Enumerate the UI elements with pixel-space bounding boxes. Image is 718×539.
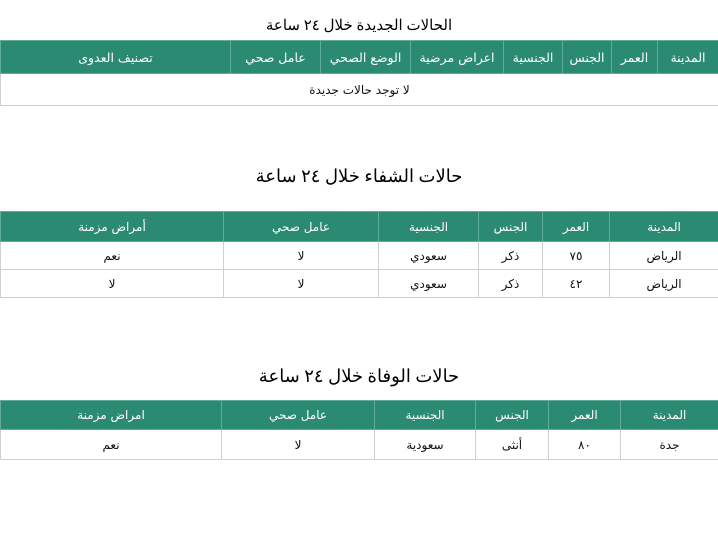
header-chronic-diseases: أمراض مزمنة xyxy=(1,212,224,242)
header-nationality: الجنسية xyxy=(504,41,563,74)
table-header-row xyxy=(1,401,718,430)
recovered-cases-table xyxy=(0,211,718,298)
cell-city: الرياض xyxy=(610,270,718,298)
header-gender: الجنس xyxy=(479,212,543,242)
header-infection-class: تصنيف العدوى xyxy=(1,41,231,74)
header-chronic-diseases: امراض مزمنة xyxy=(1,401,222,430)
header-age: العمر xyxy=(612,41,658,74)
cell-gender: ذكر xyxy=(479,270,543,298)
death-cases-title: حالات الوفاة خلال ٢٤ ساعة xyxy=(258,366,460,386)
cell-age: ٤٢ xyxy=(543,270,610,298)
header-city: المدينة xyxy=(621,401,718,430)
header-gender: الجنس xyxy=(476,401,549,430)
header-nationality: الجنسية xyxy=(379,212,479,242)
cell-city: جدة xyxy=(621,430,718,460)
cell-gender: ذكر xyxy=(479,242,543,270)
cell-age: ٨٠ xyxy=(549,430,621,460)
table-header-row xyxy=(1,41,718,74)
cell-city: الرياض xyxy=(610,242,718,270)
cell-health-worker: لا xyxy=(224,270,379,298)
empty-message: لا توجد حالات جديدة xyxy=(1,74,718,106)
header-age: العمر xyxy=(549,401,621,430)
death-cases-table xyxy=(0,400,718,460)
cell-health-worker: لا xyxy=(222,430,375,460)
new-cases-table xyxy=(0,40,718,106)
table-header-row xyxy=(1,212,718,242)
header-health-status: الوضع الصحي xyxy=(321,41,411,74)
table-row xyxy=(1,270,718,298)
cell-chronic-diseases: نعم xyxy=(1,242,224,270)
table-row xyxy=(1,74,718,106)
header-age: العمر xyxy=(543,212,610,242)
header-symptoms: اعراض مرضية xyxy=(411,41,504,74)
cell-nationality: سعودي xyxy=(379,242,479,270)
new-cases-title: الحالات الجديدة خلال ٢٤ ساعة xyxy=(265,18,453,34)
cell-age: ٧٥ xyxy=(543,242,610,270)
recovered-cases-title: حالات الشفاء خلال ٢٤ ساعة xyxy=(255,166,463,186)
header-city: المدينة xyxy=(610,212,718,242)
cell-health-worker: لا xyxy=(224,242,379,270)
table-row xyxy=(1,430,718,460)
cell-nationality: سعودية xyxy=(375,430,476,460)
cell-nationality: سعودي xyxy=(379,270,479,298)
header-nationality: الجنسية xyxy=(375,401,476,430)
cell-chronic-diseases: نعم xyxy=(1,430,222,460)
header-health-worker: عامل صحي xyxy=(231,41,321,74)
header-health-worker: عامل صحي xyxy=(222,401,375,430)
table-row xyxy=(1,242,718,270)
header-health-worker: عامل صحي xyxy=(224,212,379,242)
header-city: المدينة xyxy=(658,41,718,74)
cell-gender: أنثى xyxy=(476,430,549,460)
header-gender: الجنس xyxy=(563,41,612,74)
cell-chronic-diseases: لا xyxy=(1,270,224,298)
